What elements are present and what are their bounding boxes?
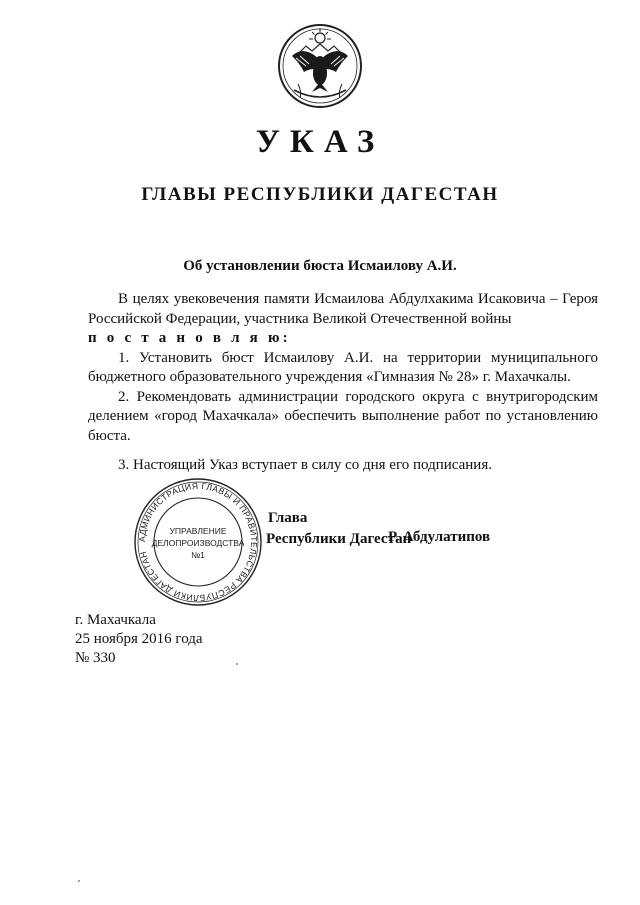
stamp-line-2: ДЕЛОПРОИЗВОДСТВА <box>151 538 245 548</box>
coat-of-arms-icon <box>276 20 364 112</box>
document-title: УКАЗ <box>255 124 385 160</box>
decree-item-2: 2. Рекомендовать администрации городского округа с внутригородским делением «город Махачкала» обеспечить выполнение работ по установлению бюста. <box>88 388 598 444</box>
preamble-text: В целях увековечения памяти Исмаилова Абдулхакима Исаковича – Героя Российской Федерации, участника Великой Отечественной войны <box>88 291 598 327</box>
signatory-name: Р. Абдулатипов <box>388 529 491 545</box>
official-stamp <box>132 476 264 608</box>
stamp-line-3: №1 <box>191 550 205 560</box>
scan-speck <box>236 663 238 665</box>
document-subtitle: ГЛАВЫ РЕСПУБЛИКИ ДАГЕСТАН <box>141 184 499 205</box>
decree-word: п о с т а н о в л я ю: <box>88 330 291 346</box>
decree-item-3: 3. Настоящий Указ вступает в силу со дня его подписания. <box>118 457 492 473</box>
decree-heading: Об установлении бюста Исмаилову А.И. <box>183 258 457 274</box>
signatory-position-line-2: Республики Дагестан <box>266 531 412 547</box>
stamp-outer-text: АДМИНИСТРАЦИЯ ГЛАВЫ И ПРАВИТЕЛЬСТВА РЕСПУБЛИКИ ДАГЕСТАН <box>136 480 260 604</box>
signatory-position-line-1: Глава <box>268 510 308 526</box>
preamble-paragraph <box>88 290 598 329</box>
document-number: № 330 <box>75 650 116 666</box>
stamp-line-1: УПРАВЛЕНИЕ <box>169 526 227 536</box>
issue-city: г. Махачкала <box>75 612 156 628</box>
signatory-position <box>266 508 412 550</box>
scan-speck <box>78 880 80 882</box>
document-meta <box>75 611 203 668</box>
decree-item-1: 1. Установить бюст Исмаилову А.И. на территории муниципального бюджетного образовательного учреждения «Гимназия № 28» г. Махачкалы. <box>88 349 598 385</box>
issue-date: 25 ноября 2016 года <box>75 631 203 647</box>
decree-body <box>88 290 598 476</box>
